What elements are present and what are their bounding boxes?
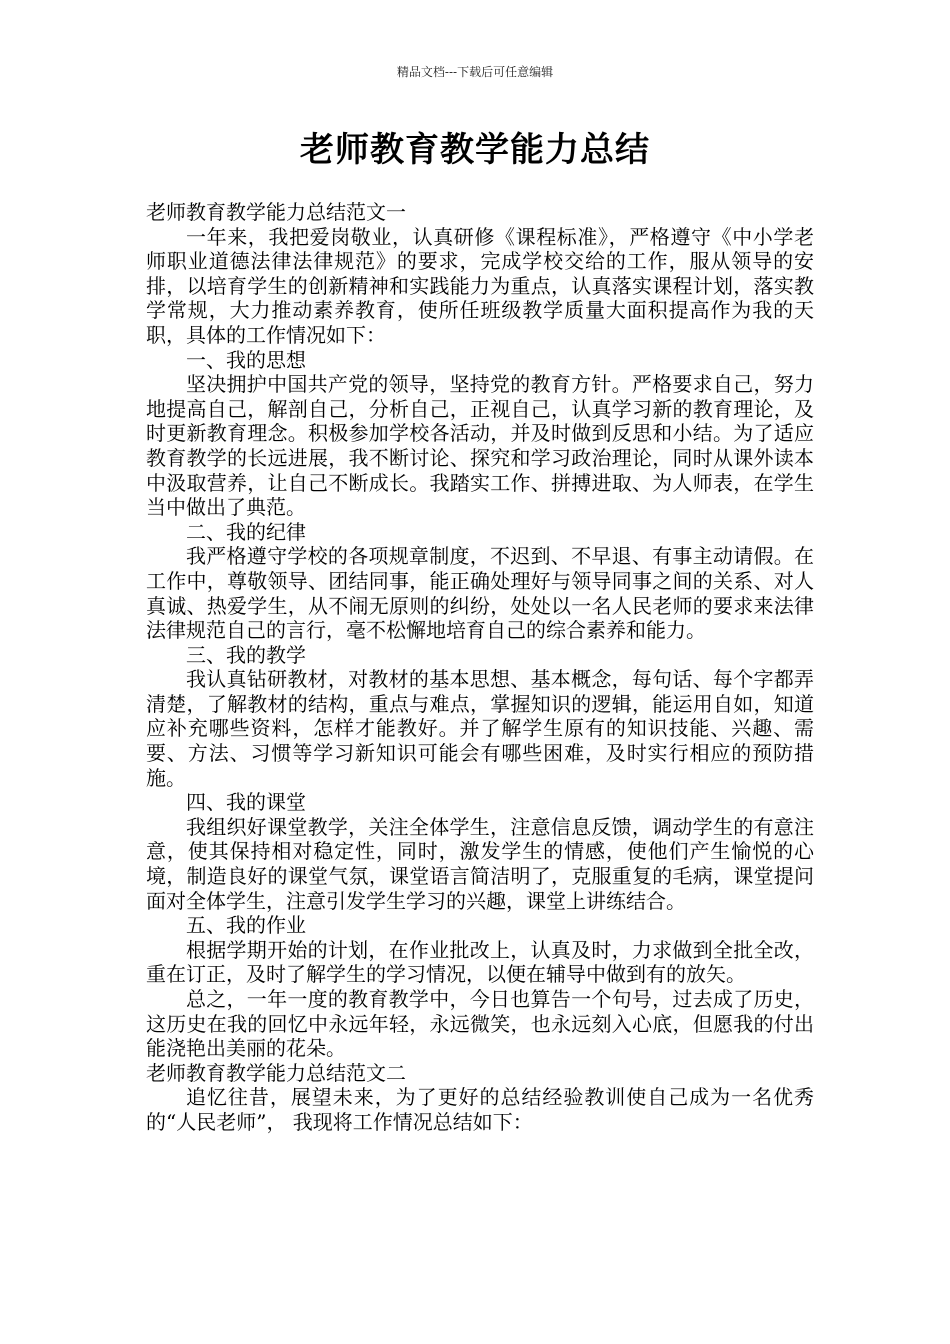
paragraph-thought: 坚决拥护中国共产党的领导，坚持党的教育方针。严格要求自己，努力地提高自己，解剖自己，分析自己，正视自己，认真学习新的教育理论，及时更新教育理念。积极参加学校各活动，并及时做到反思和小结。为了适应教育教学的长远进展，我不断讨论、探究和学习政治理论，同时从课外读本中汲取营养，让自己不断成长。我踏实工作、拼搏进取、为人师表，在学生当中做出了典范。: [146, 372, 814, 520]
subheading-classroom: 四、我的课堂: [186, 790, 306, 815]
header-note: 精品文档---下载后可任意编辑: [396, 65, 554, 79]
subheading-thought: 一、我的思想: [186, 347, 306, 372]
paragraph-homework: 根据学期开始的计划，在作业批改上，认真及时，力求做到全批全改，重在订正，及时了解学生的学习情况，以便在辅导中做到有的放矢。: [146, 937, 814, 987]
paragraph-conclusion: 总之，一年一度的教育教学中，今日也算告一个句号，过去成了历史，这历史在我的回忆中永远年轻，永远微笑，也永远刻入心底，但愿我的付出能浇艳出美丽的花朵。: [146, 987, 814, 1061]
paragraph-discipline: 我严格遵守学校的各项规章制度，不迟到、不早退、有事主动请假。在工作中，尊敬领导、团结同事，能正确处理好与领导同事之间的关系、对人真诚、热爱学生，从不闹无原则的纠纷，处处以一名人民老师的要求来法律法律规范自己的言行，毫不松懈地培育自己的综合素养和能力。: [146, 544, 814, 643]
paragraph-intro: 一年来，我把爱岗敬业，认真研修《课程标准》，严格遵守《中小学老师职业道德法律法律规范》的要求，完成学校交给的工作，服从领导的安排，以培育学生的创新精神和实践能力为重点，认真落实课程计划，落实教学常规，大力推动素养教育，使所任班级教学质量大面积提高作为我的天职，具体的工作情况如下：: [146, 224, 814, 347]
subheading-homework: 五、我的作业: [186, 913, 306, 938]
section-heading-1: 老师教育教学能力总结范文一: [146, 200, 406, 224]
subheading-teaching: 三、我的教学: [186, 642, 306, 667]
document-body: [146, 200, 814, 1135]
document-title: 老师教育教学能力总结: [300, 130, 650, 170]
paragraph-second-intro: 追忆往昔，展望未来，为了更好的总结经验教训使自己成为一名优秀的“人民老师”， 我现将工作情况总结如下：: [146, 1085, 814, 1134]
paragraph-classroom: 我组织好课堂教学，关注全体学生，注意信息反馈，调动学生的有意注意，使其保持相对稳定性，同时，激发学生的情感，使他们产生愉悦的心境，制造良好的课堂气氛，课堂语言简洁明了，克服重复的毛病，课堂提问面对全体学生，注意引发学生学习的兴趣，课堂上讲练结合。: [146, 814, 814, 913]
paragraph-teaching: 我认真钻研教材，对教材的基本思想、基本概念，每句话、每个字都弄清楚，了解教材的结构，重点与难点，掌握知识的逻辑，能运用自如，知道应补充哪些资料，怎样才能教好。并了解学生原有的知识技能、兴趣、需要、方法、习惯等学习新知识可能会有哪些困难，及时实行相应的预防措施。: [146, 667, 814, 790]
section-heading-2: 老师教育教学能力总结范文二: [146, 1060, 406, 1085]
subheading-discipline: 二、我的纪律: [186, 519, 306, 544]
